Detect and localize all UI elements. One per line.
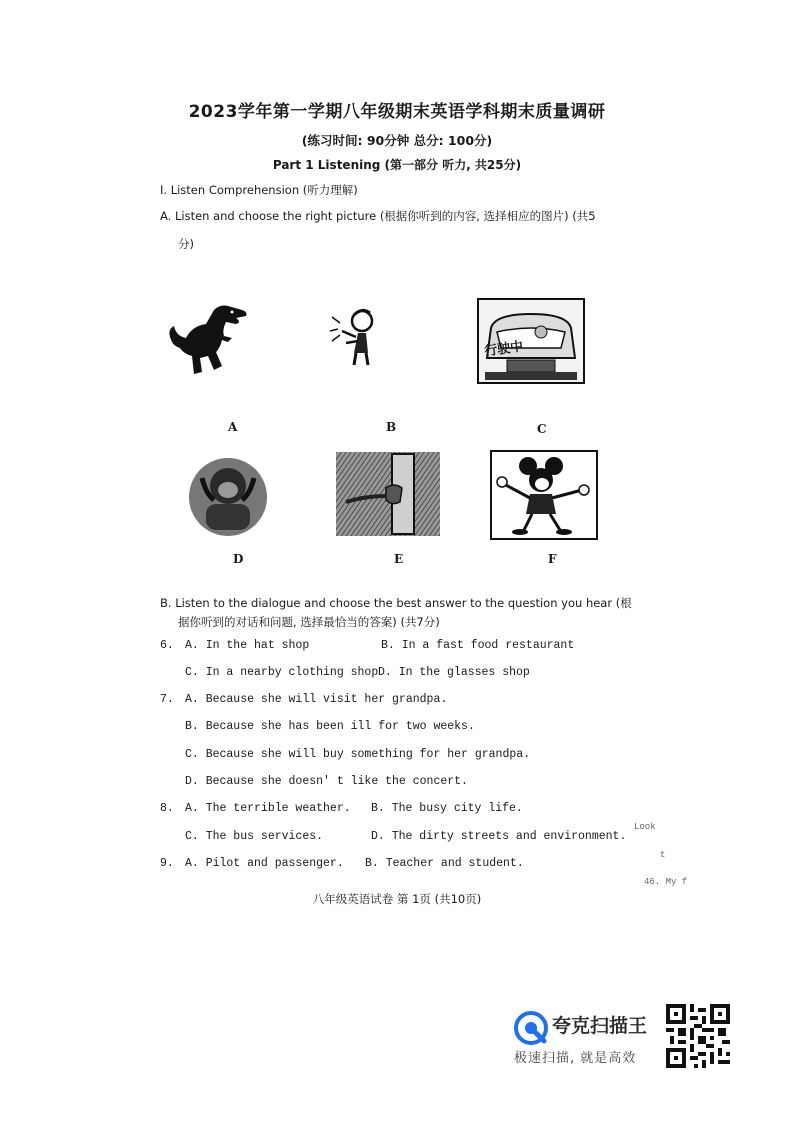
picture-label-a: A — [228, 420, 238, 434]
picture-label-e: E — [394, 552, 404, 566]
scanner-watermark — [512, 1009, 672, 1067]
question-number: 8. — [160, 802, 174, 815]
picture-label-c: C — [537, 422, 547, 436]
option-c: C. In a nearby clothing shop — [185, 666, 379, 679]
option-b: B. In a fast food restaurant — [381, 639, 575, 652]
scanner-logo-icon — [514, 1011, 548, 1045]
exam-info: (练习时间: 90分钟 总分: 100分) — [301, 133, 493, 148]
option-a: A. Pilot and passenger. — [185, 857, 344, 870]
qr-code-icon[interactable] — [666, 1004, 730, 1068]
sneezing-man-icon — [328, 305, 388, 370]
door-knock-icon — [336, 452, 440, 536]
picture-label-d: D — [233, 552, 244, 566]
option-b: B. Teacher and student. — [365, 857, 524, 870]
option-d: D. In the glasses shop — [378, 666, 530, 679]
part-b-instruction: B. Listen to the dialogue and choose the best answer to the question you hear (根 — [160, 596, 632, 610]
part-heading: Part 1 Listening (第一部分 听力, 共25分) — [272, 158, 522, 172]
option-c: C. The bus services. — [185, 830, 324, 843]
picture-label-f: F — [548, 552, 557, 566]
option-d: D. Because she doesn' t like the concert. — [185, 775, 468, 788]
scanner-slogan: 极速扫描, 就是高效 — [514, 1051, 637, 1066]
section-heading: I. Listen Comprehension (听力理解) — [160, 183, 358, 197]
part-a-instruction: A. Listen and choose the right picture (根据你听到的内容, 选择相应的图片) (共5 — [160, 209, 596, 223]
scanner-app-name: 夸克扫描王 — [552, 1015, 648, 1037]
page-title: 2023学年第一学期八年级期末英语学科期末质量调研 — [188, 102, 606, 122]
option-c: C. Because she will buy something for her grandpa. — [185, 748, 531, 761]
option-b: B. The busy city life. — [371, 802, 523, 815]
option-b: B. Because she has been ill for two weeks. — [185, 720, 475, 733]
part-a-instruction-cont: 分) — [178, 237, 194, 251]
page-footer: 八年级英语试卷 第 1页 (共10页) — [312, 892, 482, 906]
bleed-text: t — [660, 850, 666, 860]
question-number: 9. — [160, 857, 174, 870]
car-caption: 行驶中 — [483, 339, 525, 360]
dinosaur-icon — [162, 300, 257, 378]
bleed-text: Look — [634, 822, 656, 832]
monkey-covering-ears-icon — [186, 456, 270, 538]
option-a: A. In the hat shop — [185, 639, 310, 652]
option-a: A. The terrible weather. — [185, 802, 351, 815]
option-a: A. Because she will visit her grandpa. — [185, 693, 448, 706]
option-d: D. The dirty streets and environment. — [371, 830, 627, 843]
mickey-mouse-icon — [490, 450, 598, 540]
picture-label-b: B — [386, 420, 397, 434]
question-number: 7. — [160, 693, 174, 706]
bleed-text: 46. My f — [644, 877, 688, 887]
question-number: 6. — [160, 639, 174, 652]
part-b-instruction-cont: 据你听到的对话和问题, 选择最恰当的答案) (共7分) — [178, 615, 440, 629]
